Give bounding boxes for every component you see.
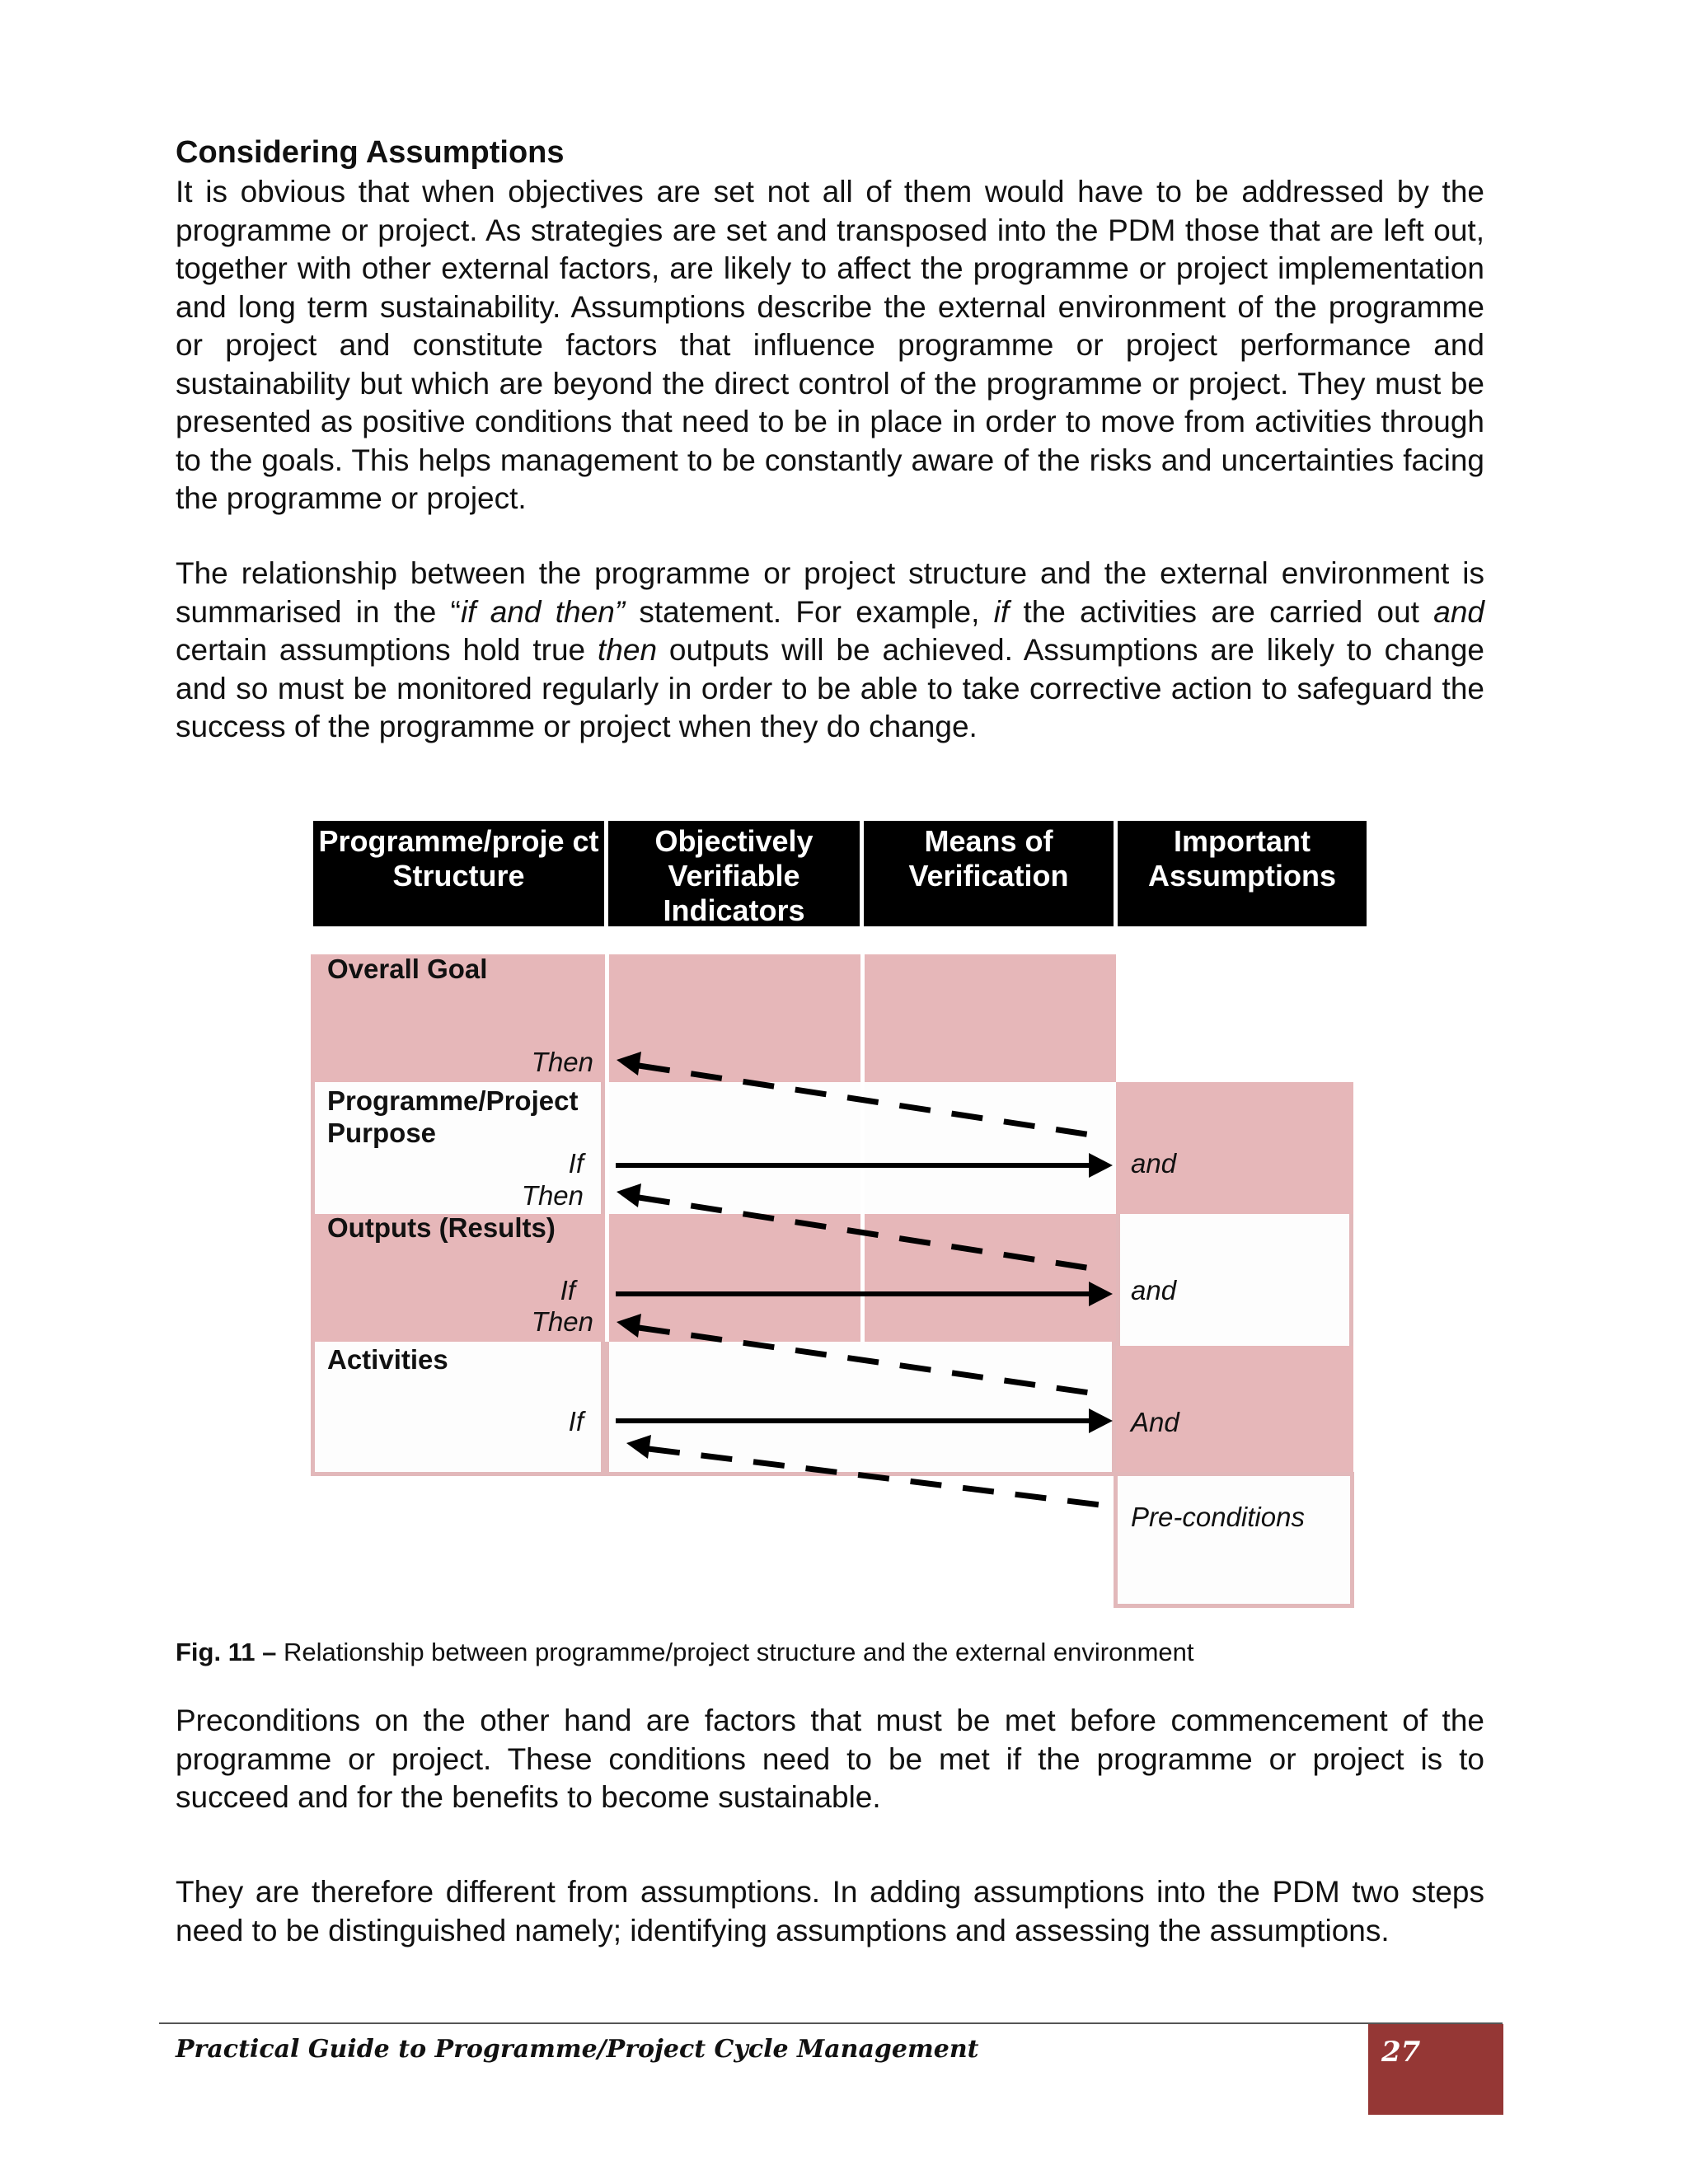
keyword-if-outputs: If [560, 1275, 575, 1305]
footer-title: Practical Guide to Programme/Project Cycle Management [176, 2035, 979, 2064]
keyword-preconditions: Pre-conditions [1131, 1502, 1305, 1532]
keyword-then-purpose: Then [521, 1180, 584, 1211]
keyword-if-activities: If [568, 1406, 584, 1436]
keyword-then-goal: Then [531, 1047, 593, 1077]
keyword-and-outputs: and [1131, 1275, 1177, 1305]
dashed-arrow-to-goal [617, 1052, 1107, 1137]
paragraph-if-then [176, 555, 1484, 747]
row-label-outputs: Outputs (Results) [327, 1212, 556, 1243]
solid-arrow-purpose [616, 1153, 1113, 1178]
dashed-arrow-to-activities [626, 1435, 1107, 1506]
keyword-then-outputs: Then [531, 1306, 593, 1337]
caption-text: Relationship between programme/project structure and the external environment [276, 1638, 1194, 1666]
figure-caption [176, 1637, 1194, 1668]
header-verification: Means of Verification [864, 821, 1114, 926]
header-indicators: Objectively Verifiable Indicators [608, 821, 860, 926]
p2-text-3: the activities are carried out [1009, 594, 1434, 629]
row-label-goal: Overall Goal [327, 954, 488, 984]
solid-arrow-activities [616, 1408, 1113, 1433]
caption-label: Fig. 11 – [176, 1638, 277, 1666]
p2-em-then: then [598, 633, 658, 667]
page-number: 27 [1368, 2024, 1503, 2115]
p2-em-and: and [1433, 594, 1484, 629]
p2-text-5: outputs will be achieved. Assumptions are likely to change and so must be monitored regularly in order to be able to take corrective action to safeguard the success of the programme or project when they do change. [176, 633, 1485, 743]
keyword-and-activities: And [1131, 1407, 1179, 1437]
row-label-activities: Activities [327, 1344, 448, 1375]
p2-em-if: if [993, 594, 1010, 629]
paragraph-preconditions: Preconditions on the other hand are factors that must be met before commencement of the programme or project. These conditions need to be met if the programme or project is to succeed and for the benefits to become sustainable. [176, 1704, 1484, 1814]
keyword-and-purpose: and [1131, 1148, 1177, 1179]
logframe-figure [309, 821, 1372, 1612]
keyword-if-purpose: If [568, 1148, 584, 1179]
section-heading: Considering Assumptions [176, 135, 565, 170]
solid-arrow-outputs [616, 1282, 1113, 1306]
paragraph-assumptions: It is obvious that when objectives are set not all of them would have to be addressed by the programme or project. As strategies are set and transposed into the PDM those that are left out, together with other external factors, are likely to affect the programme or project implementation and long term sustainability. Assumptions describe the external environment of the programme or project and constitute factors that influence programme or project performance and sustainability but which are beyond the direct control of the programme or project. They must be presented as positive conditions that need to be in place in order to move from activities through to the goals. This helps management to be constantly aware of the risks and uncertainties facing the programme or project. [176, 175, 1484, 515]
footer-divider [159, 2022, 1503, 2024]
header-structure: Programme/proje ct Structure [313, 821, 604, 926]
paragraph-different: They are therefore different from assumptions. In adding assumptions into the PDM two steps need to be distinguished namely; identifying assumptions and assessing the assumptions. [176, 1875, 1484, 1947]
dashed-arrow-to-outputs [617, 1314, 1107, 1395]
p2-text-1: The relationship between the programme or project structure and the external environment is summarised in the “ [176, 556, 1484, 629]
row-label-purpose: Programme/Project Purpose [327, 1085, 579, 1148]
header-assumptions: Important Assumptions [1118, 821, 1367, 926]
p2-text-2: statement. For example, [625, 594, 994, 629]
if-then-arrows [309, 821, 1372, 1612]
p2-text-4: certain assumptions hold true [176, 633, 598, 667]
p2-em-if-and-then: if and then” [460, 594, 626, 629]
dashed-arrow-to-purpose [617, 1183, 1107, 1271]
